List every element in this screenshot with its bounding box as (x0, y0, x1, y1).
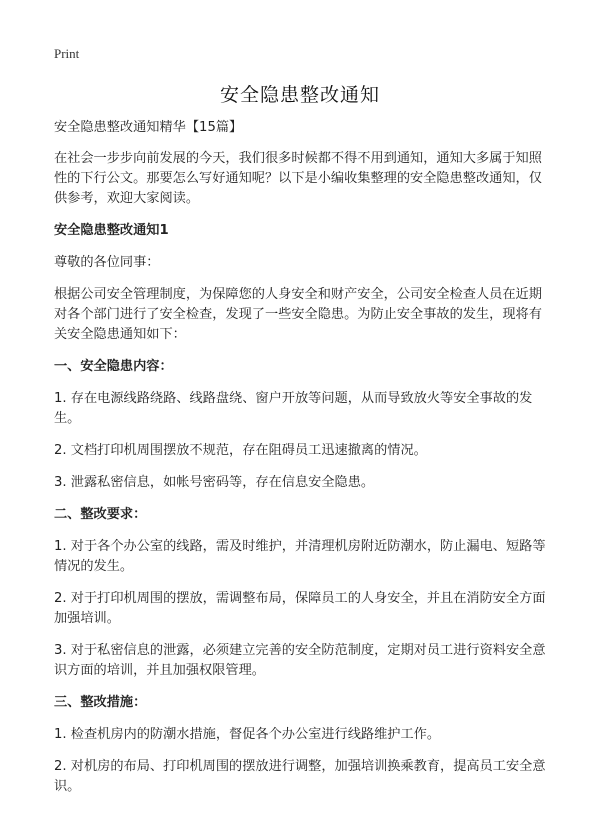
greeting: 尊敬的各位同事： (54, 255, 160, 270)
list-item: 1. 存在电源线路绕路、线路盘绕、窗户开放等问题，从而导致放火等安全事故的发生。 (54, 391, 533, 426)
intro-paragraph: 在社会一步步向前发展的今天，我们很多时候都不得不用到通知，通知大多属于知照性的下行公文。那要怎么写好通知呢？以下是小编收集整理的安全隐患整改通知，仅供参考，欢迎大家阅读。 (54, 151, 542, 206)
body-paragraph: 根据公司安全管理制度，为保障您的人身安全和财产安全，公司安全检查人员在近期对各个部门进行了安全检查，发现了一些安全隐患。为防止安全事故的发生，现将有关安全隐患通知如下： (54, 287, 542, 342)
page-title: 安全隐患整改通知 (219, 84, 380, 106)
list-item: 3. 泄露私密信息，如帐号密码等，存在信息安全隐患。 (54, 475, 375, 490)
list-item: 2. 对机房的布局、打印机周围的摆放进行调整，加强培训换乘教育，提高员工安全意识。 (54, 759, 546, 794)
list-item: 2. 对于打印机周围的摆放，需调整布局，保障员工的人身安全，并且在消防安全方面加强培训。 (54, 591, 546, 626)
part1-heading: 一、安全隐患内容： (54, 359, 173, 374)
list-item: 1. 对于各个办公室的线路，需及时维护，并清理机房附近防潮水，防止漏电、短路等情况的发生。 (54, 539, 546, 574)
part2-heading: 二、整改要求： (54, 507, 147, 522)
section-title: 安全隐患整改通知1 (54, 223, 169, 238)
list-item: 1. 检查机房内的防潮水措施，督促各个办公室进行线路维护工作。 (54, 727, 441, 742)
document-body (54, 118, 550, 809)
list-item: 2. 文档打印机周围摆放不规范，存在阻碍员工迅速撤离的情况。 (54, 443, 427, 458)
document-subtitle: 安全隐患整改通知精华【15篇】 (54, 120, 243, 135)
list-item: 3. 对于私密信息的泄露，必须建立完善的安全防范制度，定期对员工进行资料安全意识方面的培训，并且加强权限管理。 (54, 643, 546, 678)
part3-heading: 三、整改措施： (54, 695, 147, 710)
print-link[interactable]: Print (54, 46, 80, 61)
